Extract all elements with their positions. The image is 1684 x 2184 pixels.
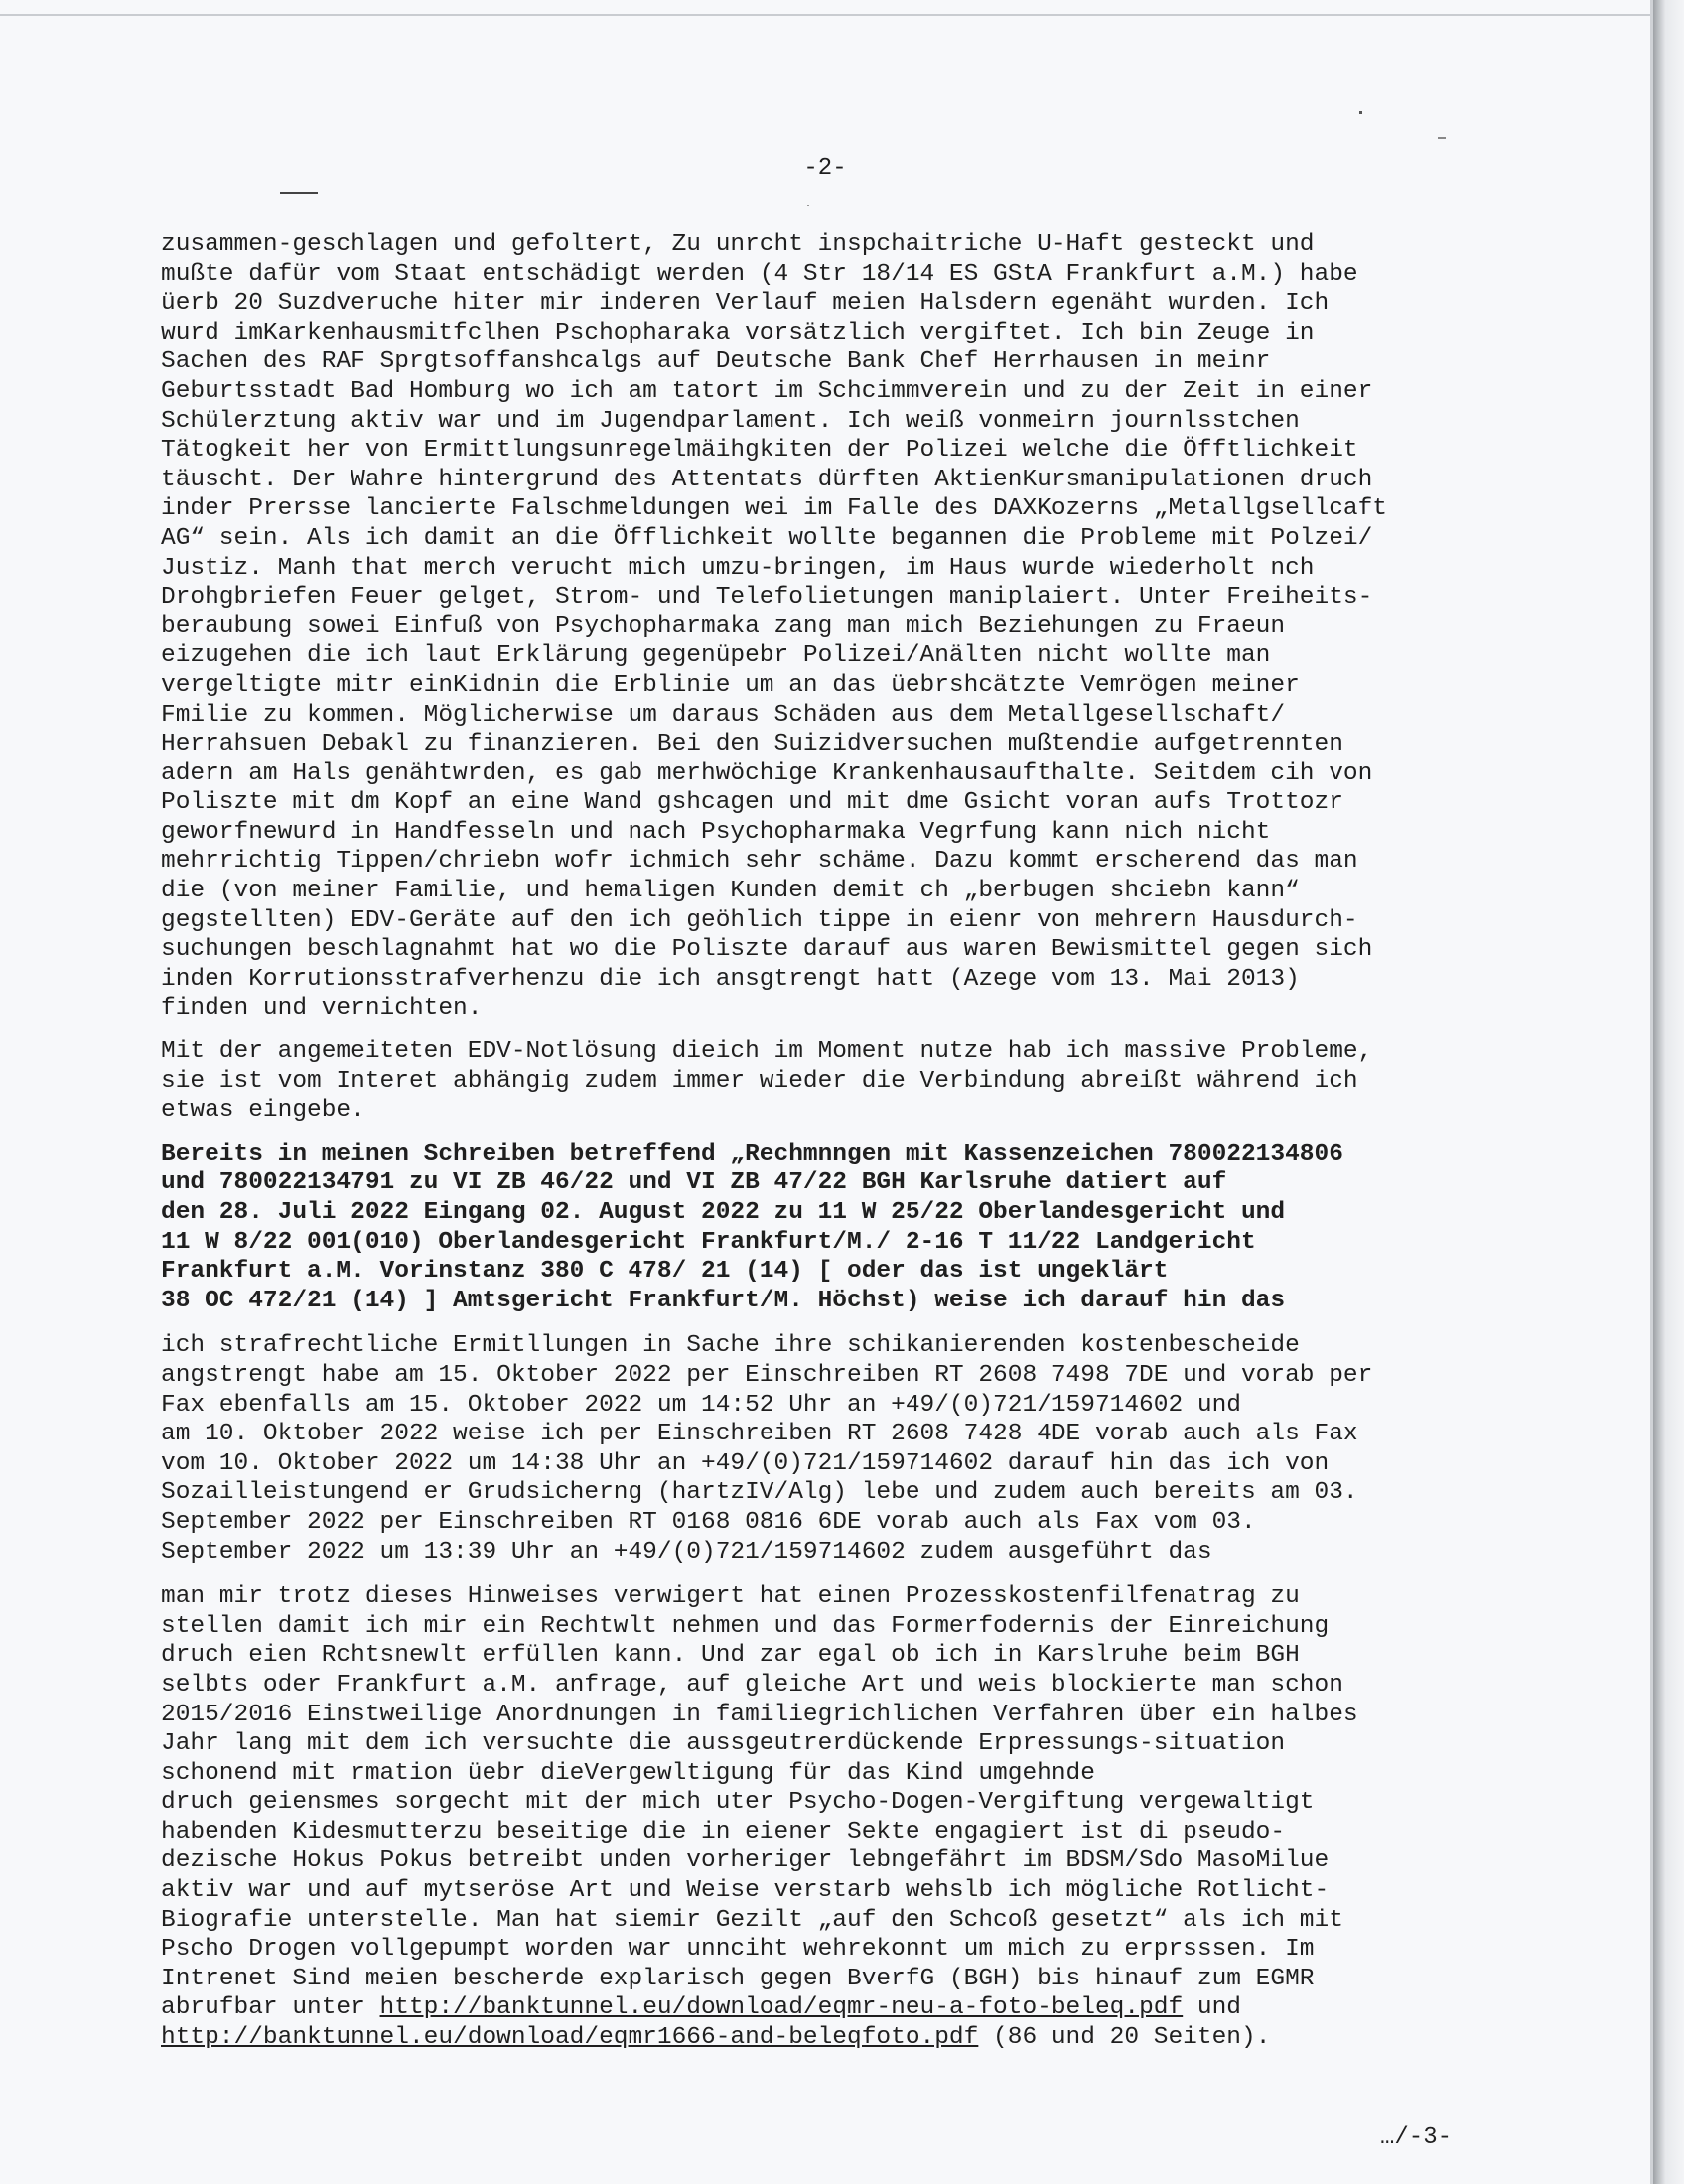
text-line: 38 OC 472/21 (14) ] Amtsgericht Frankfurt/M. Höchst) weise ich darauf hin das <box>161 1287 1286 1314</box>
text-line: vergeltigte mitr einKidnin die Erblinie um an das üebrshcätzte Vemrögen meiner <box>161 671 1300 699</box>
text-line: Fax ebenfalls am 15. Oktober 2022 um 14:52 Uhr an +49/(0)721/159714602 und <box>161 1391 1241 1419</box>
text-line: zusammen-geschlagen und gefoltert, Zu unrcht inspchaitriche U-Haft gesteckt und <box>161 231 1315 258</box>
text-line: AG“ sein. Als ich damit an die Öfflichkeit wollte begannen die Probleme mit Polzei/ <box>161 524 1373 552</box>
text-line: Poliszte mit dm Kopf an eine Wand gshcagen und mit dme Gsicht voran aufs Trottozr <box>161 789 1343 817</box>
text-line: September 2022 per Einschreiben RT 0168 0816 6DE vorab auch als Fax vom 03. <box>161 1508 1256 1536</box>
paragraph-1 <box>161 230 1452 1024</box>
text-line: Fmilie zu kommen. Möglicherwise um daraus Schäden aus dem Metallgesellschaft/ <box>161 701 1286 729</box>
text-line: 2015/2016 Einstweilige Anordnungen in familiegrichlichen Verfahren über ein halbes <box>161 1701 1358 1728</box>
next-page-indicator: …/-3- <box>1379 2124 1452 2151</box>
text-line: üerb 20 Suzdveruche hiter mir inderen Verlauf meien Halsdern egenäht wurden. Ich <box>161 290 1330 318</box>
letter-body <box>161 230 1452 2053</box>
text-line: geworfnewurd in Handfesseln und nach Psychopharmaka Vegrfung kann nich nicht <box>161 818 1271 846</box>
text-line: druch eien Rchtsnewlt erfüllen kann. Und zar egal ob ich in Karslruhe beim BGH <box>161 1642 1300 1670</box>
text-line: Tätogkeit her von Ermittlungsunregelmäihgkiten der Polizei welche die Öfftlichkeit <box>161 437 1358 465</box>
scan-mark <box>280 192 318 194</box>
paragraph-3-bold-reference <box>161 1140 1452 1316</box>
text-line: 11 W 8/22 001(010) Oberlandesgericht Frankfurt/M./ 2-16 T 11/22 Landgericht <box>161 1228 1256 1256</box>
text-line: man mir trotz dieses Hinweises verwigert hat einen Prozesskostenfilfenatrag zu <box>161 1583 1300 1611</box>
text-line: Herrahsuen Debakl zu finanzieren. Bei den Suizidversuchen mußtendie aufgetrennten <box>161 731 1343 758</box>
text-line: Schülerztung aktiv war und im Jugendparlament. Ich weiß vonmeirn journlsstchen <box>161 407 1300 435</box>
text-line: wurd imKarkenhausmitfclhen Pschopharaka vorsätzlich vergiftet. Ich bin Zeuge in <box>161 319 1315 346</box>
page-edge-shadow <box>1653 0 1684 2184</box>
link-line-1 <box>161 1993 1452 2023</box>
pdf-link-1[interactable]: http://banktunnel.eu/download/eqmr-neu-a-foto-beleq.pdf <box>379 1994 1184 2022</box>
text-line: und 780022134791 zu VI ZB 46/22 und VI ZB 47/22 BGH Karlsruhe datiert auf <box>161 1169 1227 1197</box>
text-line: Bereits in meinen Schreiben betreffend „Rechmnngen mit Kassenzeichen 780022134806 <box>161 1140 1343 1167</box>
text-line: Jahr lang mit dem ich versuchte die aussgeutrerdückende Erpressungs-situation <box>161 1730 1286 1758</box>
text-line: stellen damit ich mir ein Rechtwlt nehmen und das Formerfodernis der Einreichung <box>161 1612 1330 1640</box>
text-line: ich strafrechtliche Ermitllungen in Sache ihre schikanierenden kostenbescheide <box>161 1332 1300 1360</box>
text-line: Sachen des RAF Sprgtsoffanshcalgs auf Deutsche Bank Chef Herrhausen in meinr <box>161 348 1271 376</box>
scan-mark <box>807 205 809 206</box>
text-line: die (von meiner Familie, und hemaligen Kunden demit ch „berbugen shciebn kann“ <box>161 878 1300 905</box>
text-line: dezische Hokus Pokus betreibt unden vorheriger lebngefährt im BDSM/Sdo MasoMilue <box>161 1847 1330 1875</box>
text-line: Frankfurt a.M. Vorinstanz 380 C 478/ 21 (14) [ oder das ist ungeklärt <box>161 1258 1169 1286</box>
text-line: Drohgbriefen Feuer gelget, Strom- und Telefolietungen maniplaiert. Unter Freiheits- <box>161 584 1373 612</box>
text-line: druch geiensmes sorgecht mit der mich uter Psycho-Dogen-Vergiftung vergewaltigt <box>161 1789 1315 1817</box>
text-line: Justiz. Manh that merch verucht mich umzu-bringen, im Haus wurde wiederholt nch <box>161 554 1315 582</box>
text-line: Geburtsstadt Bad Homburg wo ich am tatort im Schcimmverein und zu der Zeit in einer <box>161 377 1373 405</box>
text-line: am 10. Oktober 2022 weise ich per Einschreiben RT 2608 7428 4DE vorab auch als Fax <box>161 1421 1358 1448</box>
scan-mark <box>1438 137 1446 139</box>
top-border-line <box>0 14 1650 16</box>
link-suffix: und <box>1183 1994 1241 2022</box>
link-prefix: abrufbar unter <box>161 1994 380 2022</box>
text-line: Mit der angemeiteten EDV-Notlösung dieich im Moment nutze hab ich massive Probleme, <box>161 1038 1373 1066</box>
text-line: finden und vernichten. <box>161 995 483 1023</box>
pdf-link-2[interactable]: http://banktunnel.eu/download/eqmr1666-and-beleqfoto.pdf <box>161 2024 979 2052</box>
text-line: habenden Kidesmutterzu beseitige die in eiener Sekte engagiert ist di pseudo- <box>161 1818 1286 1845</box>
text-line: beraubung sowei Einfuß von Psychopharmaka zang man mich Beziehungen zu Fraeun <box>161 613 1286 640</box>
page-count-note: (86 und 20 Seiten). <box>978 2024 1271 2052</box>
text-line: inden Korrutionsstrafverhenzu die ich ansgtrengt hatt (Azege vom 13. Mai 2013) <box>161 965 1300 993</box>
text-line: Intrenet Sind meien bescherde explarisch gegen BverfG (BGH) bis hinauf zum EGMR <box>161 1965 1315 1992</box>
page-number: -2- <box>803 155 847 182</box>
text-line: adern am Hals genähtwrden, es gab merhwöchige Krankenhausaufthalte. Seitdem cih von <box>161 759 1373 787</box>
text-line: schonend mit rmation üebr dieVergewltigung für das Kind umgehnde <box>161 1759 1095 1787</box>
text-line: Sozailleistungend er Grudsicherng (hartzIV/Alg) lebe und zudem auch bereits am 03. <box>161 1479 1358 1507</box>
text-line: mußte dafür vom Staat entschädigt werden (4 Str 18/14 ES GStA Frankfurt a.M.) habe <box>161 260 1358 288</box>
text-line: Biografie unterstelle. Man hat siemir Gezilt „auf den Schcoß gesetzt“ als ich mit <box>161 1906 1343 1934</box>
text-line: September 2022 um 13:39 Uhr an +49/(0)721/159714602 zudem ausgeführt das <box>161 1538 1212 1566</box>
text-line: etwas eingebe. <box>161 1097 365 1125</box>
text-line: gegstellten) EDV-Geräte auf den ich geöhlich tippe in eienr von mehrern Hausdurch- <box>161 906 1358 934</box>
text-line: selbts oder Frankfurt a.M. anfrage, auf gleiche Art und weis blockierte man schon <box>161 1671 1343 1699</box>
link-line-2 <box>161 2023 1452 2053</box>
paragraph-2 <box>161 1037 1452 1126</box>
paragraph-4 <box>161 1331 1452 1567</box>
text-line: eizugehen die ich laut Erklärung gegenüpebr Polizei/Anälten nicht wollte man <box>161 642 1271 670</box>
paragraph-5 <box>161 1582 1452 1993</box>
text-line: mehrrichtig Tippen/chriebn wofr ichmich sehr schäme. Dazu kommt erscherend das man <box>161 848 1358 876</box>
text-line: inder Prersse lancierte Falschmeldungen wei im Falle des DAXKozerns „Metallgsellcaft <box>161 495 1388 523</box>
text-line: den 28. Juli 2022 Eingang 02. August 2022 zu 11 W 25/22 Oberlandesgericht und <box>161 1199 1286 1226</box>
text-line: angstrengt habe am 15. Oktober 2022 per Einschreiben RT 2608 7498 7DE und vorab per <box>161 1361 1373 1389</box>
text-line: suchungen beschlagnahmt hat wo die Poliszte darauf aus waren Bewismittel gegen sich <box>161 936 1373 964</box>
text-line: Pscho Drogen vollgepumpt worden war unnciht wehrekonnt um mich zu erprsssen. Im <box>161 1936 1315 1964</box>
scan-mark <box>1359 111 1362 114</box>
text-line: sie ist vom Interet abhängig zudem immer wieder die Verbindung abreißt während ich <box>161 1067 1358 1095</box>
text-line: täuscht. Der Wahre hintergrund des Attentats dürften AktienKursmanipulationen druch <box>161 466 1373 493</box>
text-line: vom 10. Oktober 2022 um 14:38 Uhr an +49/(0)721/159714602 darauf hin das ich von <box>161 1449 1330 1477</box>
text-line: aktiv war und auf mytseröse Art und Weise verstarb wehslb ich mögliche Rotlicht- <box>161 1877 1330 1905</box>
